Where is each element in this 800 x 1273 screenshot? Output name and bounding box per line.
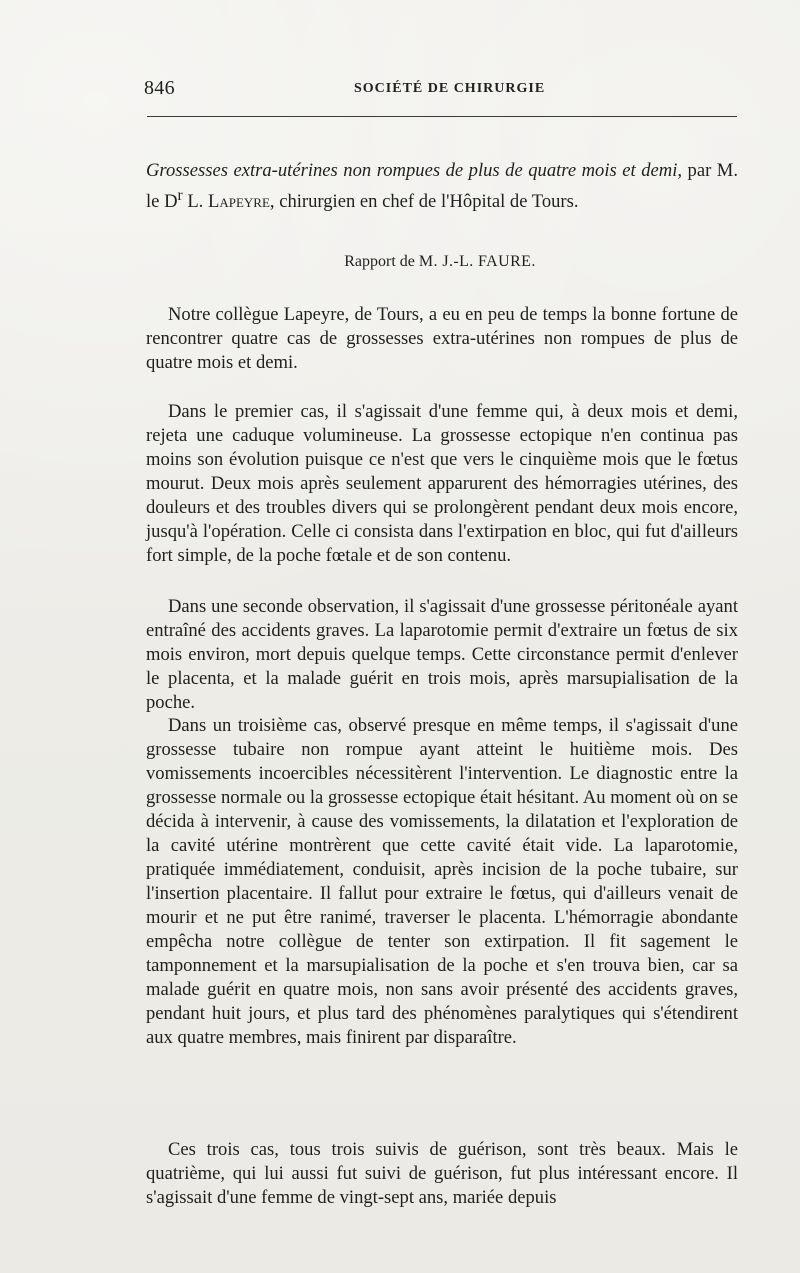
paragraph-1: Notre collègue Lapeyre, de Tours, a eu en peu de temps la bonne fortune de rencontrer quatre cas de grossesses extra-utérines non rompues de plus de quatre mois et demi.	[146, 304, 738, 373]
paragraph-3: Dans une seconde observation, il s'agissait d'une grossesse péritonéale ayant entraîné des accidents graves. La laparotomie permit d'extraire un fœtus de six mois environ, mort depuis quelque temps. Cette circonstance permit d'enlever le placenta, et la malade guérit en trois mois, après marsupialisation de la poche.	[146, 596, 738, 713]
article-title	[146, 158, 738, 214]
article-title-rest: , chirurgien en chef de l'Hôpital de Tours.	[269, 191, 579, 213]
doctor-superscript: r	[177, 187, 183, 204]
article-title-initial: L.	[182, 191, 208, 213]
journal-title: SOCIÉTÉ DE CHIRURGIE	[354, 81, 546, 96]
header-rule	[147, 116, 737, 117]
paragraph-2: Dans le premier cas, il s'agissait d'une femme qui, à deux mois et demi, rejeta une caduque volumineuse. La grossesse ectopique n'en continua pas moins son évolution puisque ce n'est que vers le cinquième mois que le fœtus mourut. Deux mois après seulement apparurent des hémorragies utérines, des douleurs et des troubles divers qui se prolongèrent pendant deux mois encore, jusqu'à l'opération. Celle ci consista dans l'extirpation en bloc, qui fut d'ailleurs fort simple, de la poche fœtale et de son contenu.	[146, 401, 738, 566]
report-name: M. J.-L. FAURE.	[418, 253, 536, 270]
article-title-by: par M. le D	[146, 160, 738, 213]
article-title-italic: Grossesses extra-utérines non rompues de plus de quatre mois et demi,	[146, 160, 683, 181]
report-prefix: Rapport de	[344, 253, 419, 270]
paragraph-5: Ces trois cas, tous trois suivis de guérison, sont très beaux. Mais le quatrième, qui lui aussi fut suivi de guérison, fut plus intéressant encore. Il s'agissait d'une femme de vingt-sept ans, mariée depuis	[146, 1139, 738, 1208]
running-head	[144, 73, 738, 101]
report-line	[144, 253, 736, 271]
article-author: Lapeyre	[207, 191, 270, 213]
paragraph-4: Dans un troisième cas, observé presque en même temps, il s'agissait d'une grossesse tubaire non rompue ayant atteint le huitième mois. Des vomissements incoercibles nécessitèrent l'intervention. Le diagnostic entre la grossesse normale ou la grossesse ectopique était hésitant. Au moment où on se décida à intervenir, à cause des vomissements, la dilatation et l'exploration de la cavité utérine montrèrent que cette cavité était vide. La laparotomie, pratiquée immédiatement, conduisit, après incision de la poche tubaire, sur l'insertion placentaire. Il fallut pour extraire le fœtus, qui d'ailleurs venait de mourir et ne put être ranimé, traverser le placenta. L'hémorragie abondante empêcha notre collègue de tenter son extirpation. Il fit sagement le tamponnement et la marsupialisation de la poche et s'en trouva bien, car sa malade guérit en quatre mois, non sans avoir présenté des accidents graves, pendant huit jours, et plus tard des phénomènes paralytiques qui s'étendirent aux quatre membres, mais finirent par disparaître.	[146, 715, 738, 1048]
page-number: 846	[144, 77, 175, 99]
